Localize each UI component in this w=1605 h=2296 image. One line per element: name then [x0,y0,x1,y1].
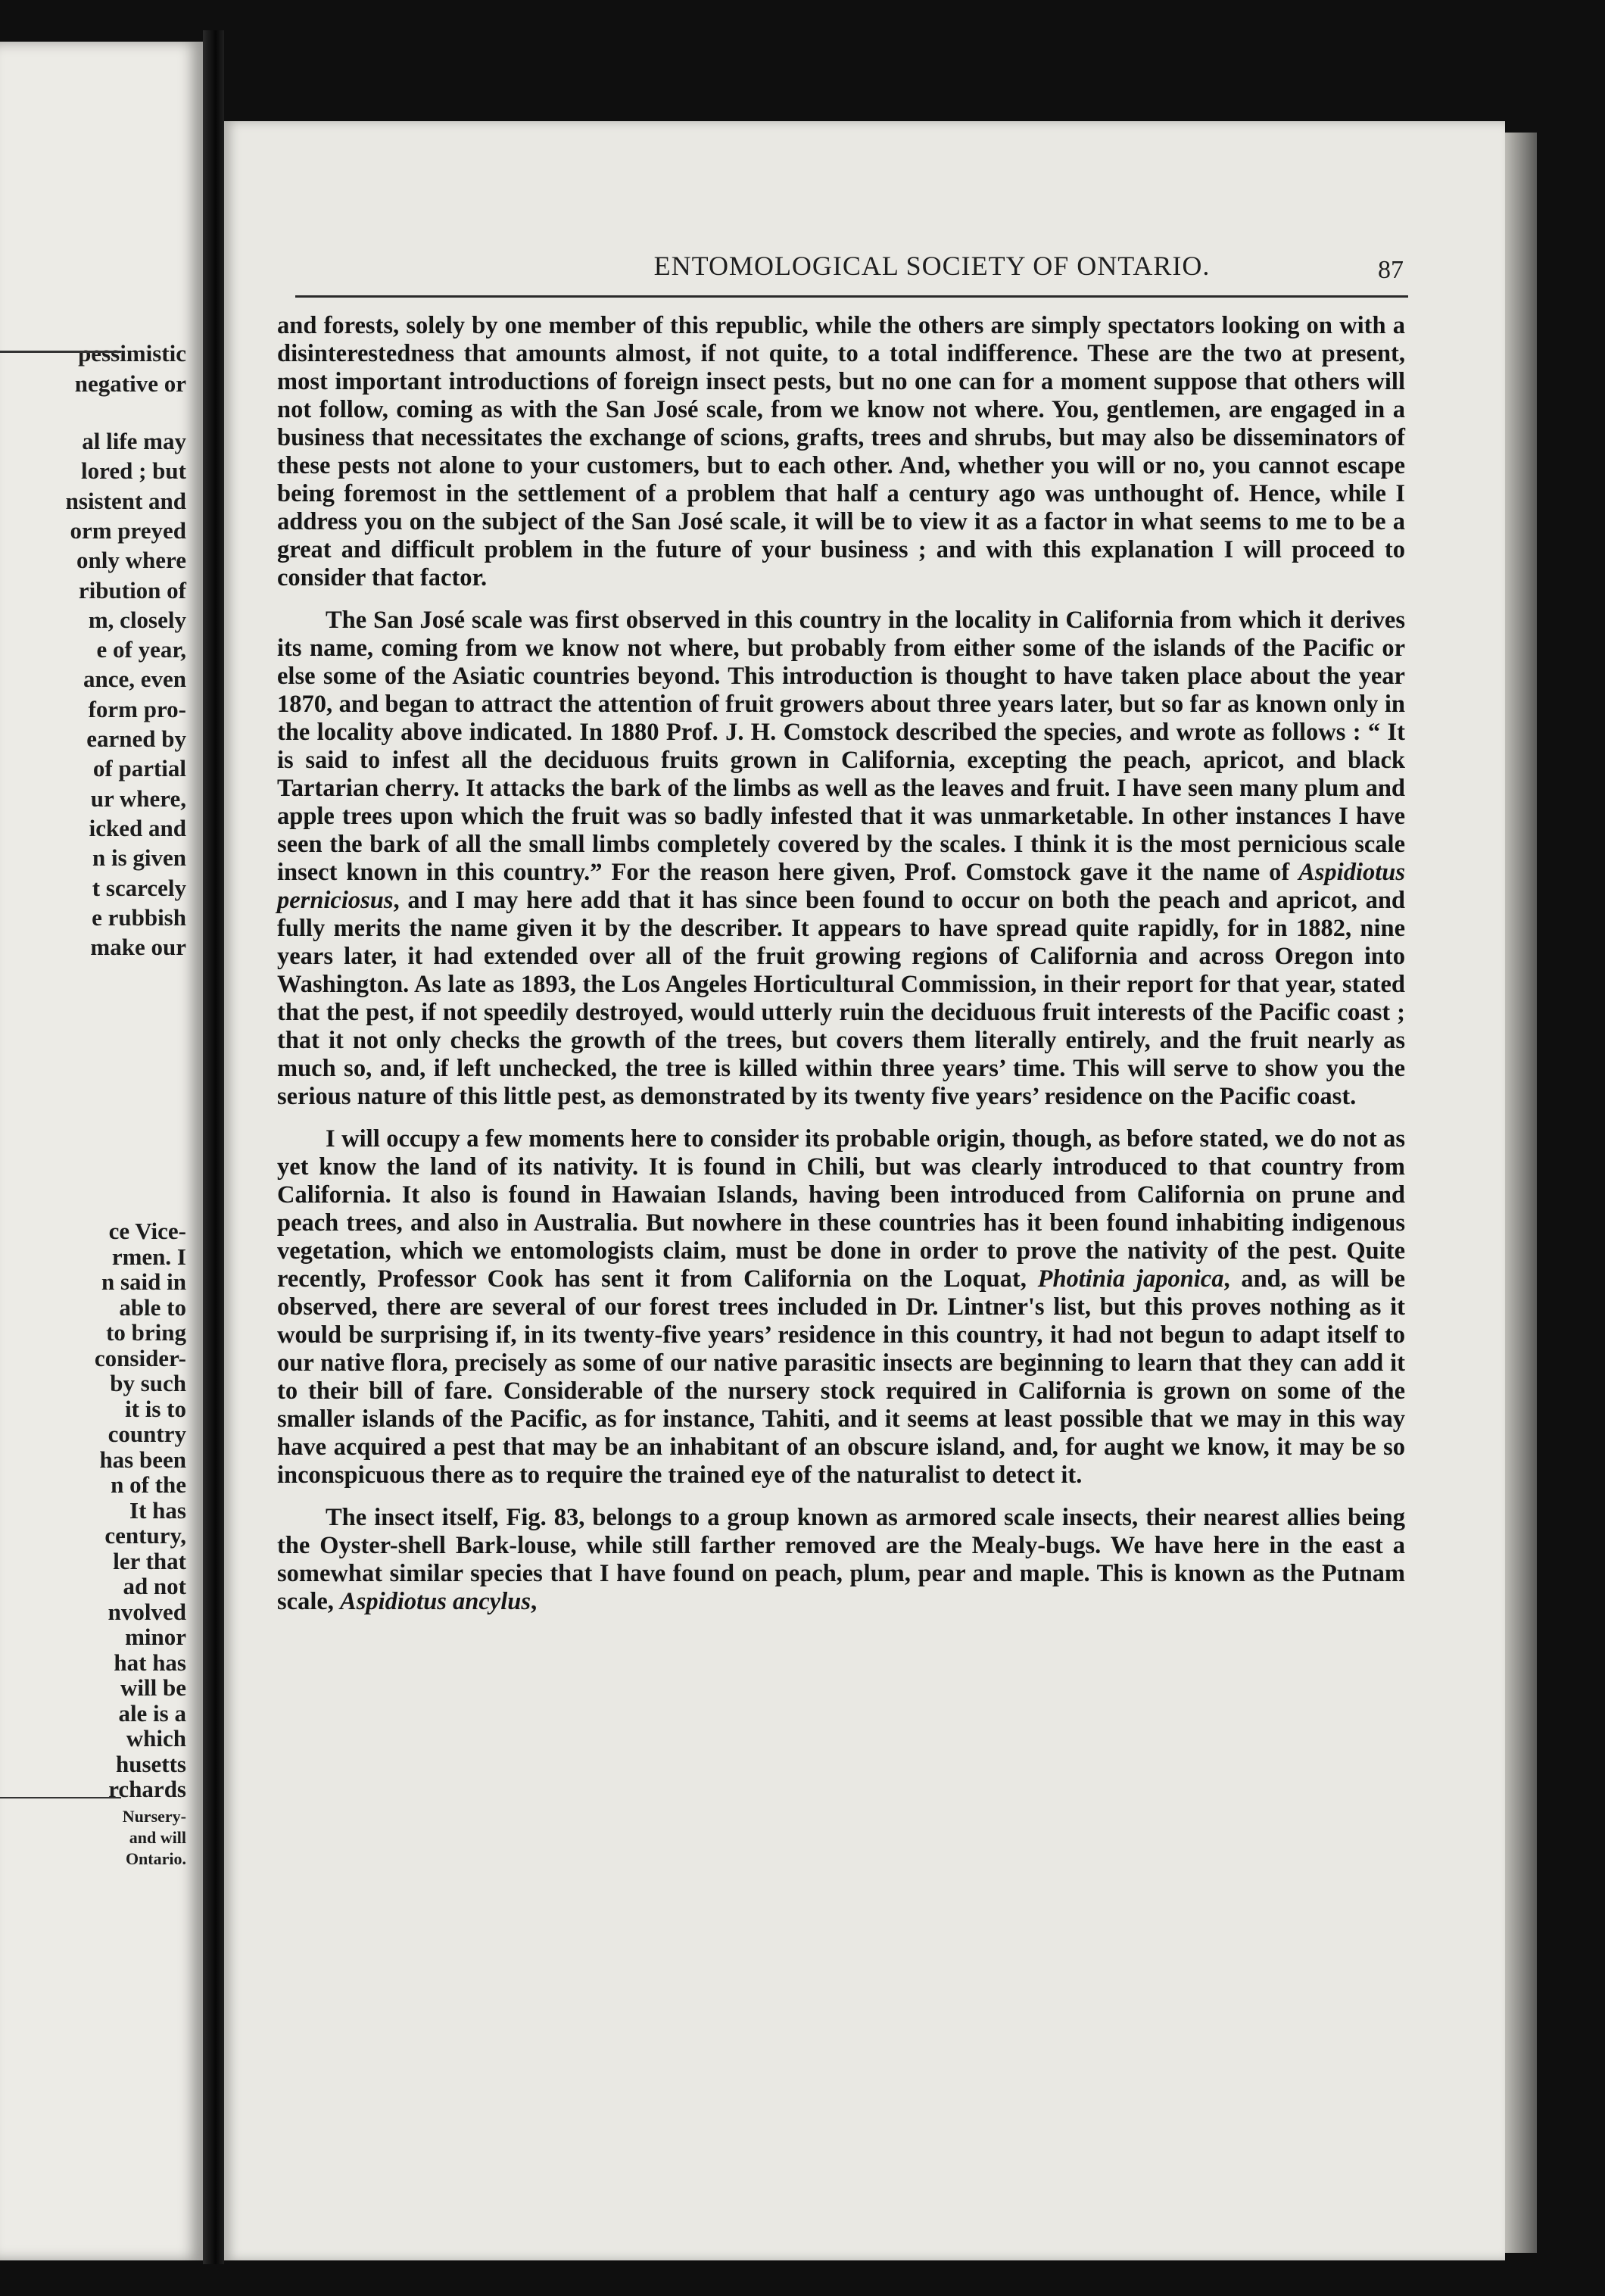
facing-page-line: e rubbish [92,903,186,931]
species-name-perniciosus: Aspidiotus perniciosus [277,859,1405,914]
facing-page-line: country [108,1421,186,1447]
facing-page-line: ribution of [78,576,186,604]
facing-page-line: al life may [82,428,186,454]
facing-page-line: ale is a [118,1699,186,1727]
facing-page-line: only where [76,547,186,574]
paragraph-3-text-a: I will occupy a few moments here to consider its probable origin, though, as before stated, we do not as yet know the land of its nativity. It is found in Chili, but was clearly introduced to that country from California. It also is found in Hawaian Islands, having been introduced from California on prune and peach trees, and also in Australia. But nowhere in these countries has it been found inhabiting indigenous vegetation, which we entomologists claim, must be done in order to prove the nativity of the pest. Quite recently, Professor Cook has sent it from California on the Loquat, [277,1125,1405,1293]
facing-page-line: consider- [94,1344,186,1371]
facing-page-line: ce Vice- [108,1218,186,1244]
page-87 [224,121,1505,2260]
facing-page-line: will be [120,1674,186,1701]
facing-page-line: It has [129,1496,186,1524]
facing-page-line: n is given [92,844,186,872]
facing-page-line: husetts [115,1750,186,1777]
paragraph-2-text-a: The San José scale was first observed in this country in the locality in California from which it derives its name, coming from we know not where, but probably from either some of the islands of the Pacific or else some of the Asiatic countries beyond. This introduction is thought to have taken place about the year 1870, and began to attract the attention of fruit growers about three years later, but so far as known only in the locality above indicated. In 1880 Prof. J. H. Comstock described the species, and wrote as follows : “ It is said to infest all the deciduous fruits grown in California, excepting the peach, apricot, and black Tartarian cherry. It attacks the bark of the limbs as well as the leaves and fruit. I have seen many plum and apple trees upon which the fruit was so badly infested that it was unmarketable. In other instances I have seen the bark of all the small limbs completely covered by the scales. I think it is the most pernicious scale insect known in this country.” For the reason here given, Prof. Comstock gave it the name of [277,607,1405,886]
facing-page-line: icked and [89,814,186,841]
page-stack-edge [1505,133,1537,2253]
facing-page-line: and will [129,1828,186,1847]
facing-page-line: orm preyed [70,516,186,544]
facing-page-line: has been [99,1446,186,1473]
facing-page-line: century, [104,1522,186,1549]
facing-page-line: earned by [86,725,186,752]
facing-page-line: able to [119,1293,186,1321]
facing-page-line: rchards [108,1776,186,1802]
facing-page-line: which [126,1725,186,1752]
facing-page-line: rmen. I [111,1243,186,1270]
paragraph-3-text-b: , and, as will be observed, there are several of our forest trees included in Dr. Lintner's list, but this proves nothing as it would be surprising if, in its twenty-five years’ residence in this country, it had not begun to adapt itself to our native flora, precisely as some of our native parasitic insects are beginning to learn that they can add it to their bill of fare. Considerable of the nursery stock required in California is grown on some of the smaller islands of the Pacific, as for instance, Tahiti, and it seems at least possible that we may in this way have acquired a pest that may be an inhabitant of an obscure island, and, for aught we know, it may be so inconspicuous there as to require the trained eye of the naturalist to detect it. [277,1265,1406,1489]
facing-page [0,42,203,2260]
facing-page-line: nsistent and [65,487,186,514]
page-number: 87 [1378,256,1404,284]
facing-page-line: ler that [113,1547,186,1574]
facing-page-line: to bring [106,1319,186,1346]
facing-page-line: nvolved [108,1598,186,1625]
header-rule [295,295,1408,298]
paragraph-3 [277,1125,1405,1490]
paragraph-4-text-a: The insect itself, Fig. 83, belongs to a group known as armored scale insects, their nearest allies being the Oyster-shell Bark-louse, while still farther removed are the Mealy-bugs. We have here in the east a somewhat similar species that I have found on peach, plum, pear and maple. This is known as the Putnam scale, [277,1504,1405,1615]
paragraph-1 [277,312,1405,592]
facing-page-line: n of the [111,1471,186,1498]
running-head: ENTOMOLOGICAL SOCIETY OF ONTARIO. [653,251,1211,281]
paragraph-2-text-b: , and I may here add that it has since been found to occur on both the peach and apricot, and fully merits the name given it by the describer. It appears to have spread quite rapidly, for in 1882, nine years later, it had extended over all of the fruit growing regions of California and across Oregon into Washington. As late as 1893, the Los Angeles Horticultural Commission, in their report for that year, stated that the pest, if not speedily destroyed, would utterly ruin the deciduous fruit interests of the Pacific coast ; that it not only checks the growth of the trees, but covers them literally entirely, and the fruit nearly as much so, and, if left unchecked, the tree is killed within three years’ time. This will serve to show you the serious nature of this little pest, as demonstrated by its twenty five years’ residence on the Pacific coast. [277,887,1405,1110]
facing-page-line: hat has [114,1649,186,1676]
paragraph-4 [277,1504,1405,1616]
species-name-ancylus: Aspidiotus ancylus [340,1588,531,1615]
paragraph-2 [277,607,1405,1111]
facing-page-line: ur where, [90,785,186,812]
facing-page-line: m, closely [88,606,186,633]
species-name-photinia: Photinia japonica [1037,1265,1224,1293]
facing-page-line: make our [90,934,186,961]
facing-page-line: negative or [74,370,186,397]
facing-page-line: minor [125,1624,186,1650]
page-header [224,250,1505,288]
facing-page-line: pessimistic [78,340,186,367]
facing-page-line: it is to [125,1395,186,1422]
facing-page-line: ance, even [83,666,186,693]
facing-page-line: Ontario. [125,1849,186,1868]
facing-page-rule [0,351,121,353]
facing-page-footnote-rule [0,1797,121,1798]
paragraph-1-text: and forests, solely by one member of this republic, while the others are simply spectators looking on with a disinterestedness that amounts almost, if not quite, to a total indifference. These are the two at present, most important introductions of foreign insect pests, but no one can for a moment suppose that others will not follow, coming as with the San José scale, from we know not where. You, gentlemen, are engaged in a business that necessitates the exchange of scions, grafts, trees and shrubs, but may also be disseminators of these pests not alone to your customers, but to each other. And, whether you will or no, you cannot escape being foremost in the settlement of a problem that half a century ago was unthought of. Hence, while I address you on the subject of the San José scale, it will be to view it as a factor in what seems to me to be a great and difficult problem in the future of your business ; and with this explanation I will proceed to consider that factor. [277,312,1405,591]
facing-page-line: by such [110,1370,186,1396]
facing-page-line: Nursery- [122,1807,186,1826]
facing-page-line: of partial [92,755,186,782]
book-gutter [203,30,224,2264]
body-text [277,312,1405,1616]
paragraph-4-text-b: , [530,1588,538,1615]
facing-page-line: n said in [101,1268,186,1295]
facing-page-line: t scarcely [92,874,186,901]
facing-page-line: lored ; but [81,457,186,485]
facing-page-line: ad not [123,1573,186,1599]
facing-page-line: form pro- [88,695,186,722]
facing-page-line: e of year, [96,636,186,663]
